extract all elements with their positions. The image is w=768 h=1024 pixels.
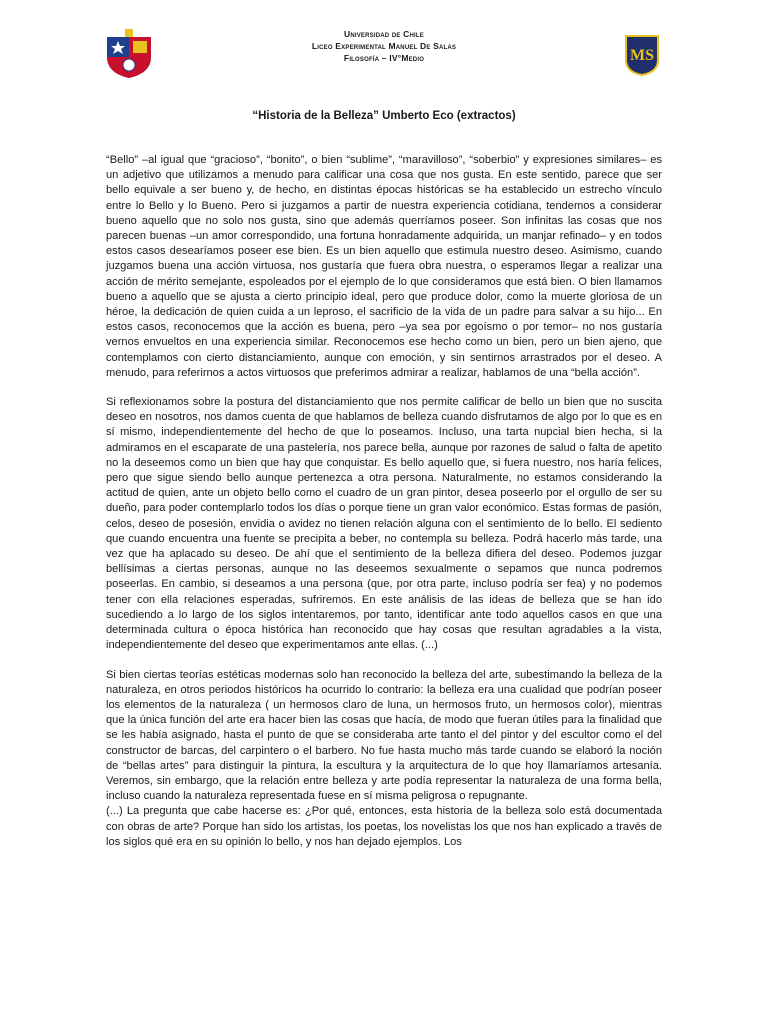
paragraph-2: Si reflexionamos sobre la postura del distanciamiento que nos permite calificar de bello un bien que no suscita deseo en nosotros, nos damos cuenta de que hablamos de belleza cuando disfrutamos de algo por lo que es en sí mismo, independientemente del hecho de que lo poseamos. Incluso, una tarta nupcial bien hecha, si la admiramos en el escaparate de una pastelería, nos parece bella, aunque por razones de salud o falta de apetito no la deseemos como un bien que hay que conquistar. Es bello aquello que, si fuera nuestro, nos haría felices, pero que sigue siendo bello aunque pertenezca a otra persona. Naturalmente, no estamos considerando la actitud de quien, ante un objeto bello como el cuadro de un gran pintor, desea poseerlo por el orgullo de ser su dueño, para poder contemplarlo todos los días o porque tiene un gran valor económico. Estas formas de pasión, celos, deseo de posesión, envidia o avidez no tienen relación alguna con el sentimiento de lo bello. El sediento que cuando encuentra una fuente se precipita a beber, no contempla su belleza. Podrá hacerlo más tarde, una vez que ha aplacado su deseo. De ahí que el sentimiento de la belleza difiera del deseo. Podemos juzgar bellísimas a ciertas personas, aunque no las deseemos sexualmente o sepamos que nunca podremos poseerlas. En cambio, si deseamos a una persona (que, por otra parte, incluso podría ser fea) y no podemos tener con ella relaciones esperadas, sufriremos. En este análisis de las ideas de belleza que se han ido sucediendo a lo largo de los siglos intentaremos, por tanto, identificar ante todo aquellos casos en que una determinada cultura o época histórica han reconocido que hay cosas que resultan agradables a la vista, independientemente del deseo que experimentamos ante ellas. (...) bbox=[106, 396, 662, 652]
document-body bbox=[106, 153, 662, 850]
document-title: “Historia de la Belleza” Umberto Eco (extractos) bbox=[252, 110, 516, 122]
paragraph-4: (...) La pregunta que cabe hacerse es: ¿Por qué, entonces, esta historia de la belleza solo está documentada con obras de arte? Porque han sido los artistas, los poetas, los novelistas los que nos han explicado a través de los siglos qué era en su opinión lo bello, y nos han dejado ejemplos. Los bbox=[106, 805, 662, 848]
svg-text:MS: MS bbox=[630, 47, 654, 64]
course-name: Filosofía – IV°Medio bbox=[343, 53, 425, 63]
school-name: Liceo Experimental Manuel De Salas bbox=[311, 41, 457, 51]
paragraph-3: Si bien ciertas teorías estéticas modernas solo han reconocido la belleza del arte, subestimando la belleza de la naturaleza, en otros periodos históricos ha ocurrido lo contrario: la belleza era una cualidad que podrían poseer los elementos de la naturaleza ( un hermosos claro de luna, un hermosos fruto, un hermosos color), mientras que la única función del arte era hacer bien las cosas que hacía, de modo que fueran útiles para la finalidad que se les había asignado, hasta el punto de que se consideraba arte tanto el del pintor y del escultor como el del constructor de barcas, del carpintero o el barbero. No fue hasta mucho más tarde cuando se elaboró la noción de “bellas artes” para distinguir la pintura, la escultura y la arquitectura de lo que hoy llamaríamos artesanía. Veremos, sin embargo, que la relación entre belleza y arte podía representar la naturaleza de una forma bella, incluso cuando la naturaleza representada fuese en sí misma peligrosa o repugnante. bbox=[106, 668, 662, 803]
paragraph-1: “Bello” –al igual que “gracioso”, “bonito”, o bien “sublime”, “maravilloso”, “soberbio” y expresiones similares– es un adjetivo que utilizamos a menudo para calificar una cosa que nos gusta. En este sentido, parece que ser bello equivale a ser bueno y, de hecho, en distintas épocas históricas se ha establecido un estrecho vínculo entre lo Bello y lo Bueno. Pero si juzgamos a partir de nuestra experiencia cotidiana, tendemos a considerar bueno aquello que no solo nos gusta, sino que además querríamos poseer. Son infinitas las cosas que nos parecen buenas –un amor correspondido, una fortuna honradamente adquirida, un manjar refinado– y en todos estos casos desearíamos poseer ese bien. Es un bien aquello que estimula nuestro deseo. Asimismo, cuando juzgamos buena una acción virtuosa, nos gustaría que fuera obra nuestra, o esperamos llegar a realizar una acción de mérito semejante, espoleados por el ejemplo de lo que consideramos que está bien. O bien llamamos bueno a aquello que se ajusta a cierto principio ideal, pero que produce dolor, como la muerte gloriosa de un héroe, la dedicación de quien cuida a un leproso, el sacrificio de la vida de un padre para salvar a su hijo... En estos casos, reconocemos que la acción es buena, pero –ya sea por egoísmo o por temor– no nos gustaría vernos envueltos en una experiencia similar. Reconocemos ese hecho como un bien, pero un bien ajeno, que contemplamos con cierto distanciamiento, aunque con emoción, y sin sentirnos arrastrados por el deseo. A menudo, para referirnos a actos virtuosos que preferimos admirar a realizar, hablamos de una “bella acción”. bbox=[106, 154, 662, 379]
document-header bbox=[0, 28, 768, 64]
university-name: Universidad de Chile bbox=[343, 29, 424, 39]
